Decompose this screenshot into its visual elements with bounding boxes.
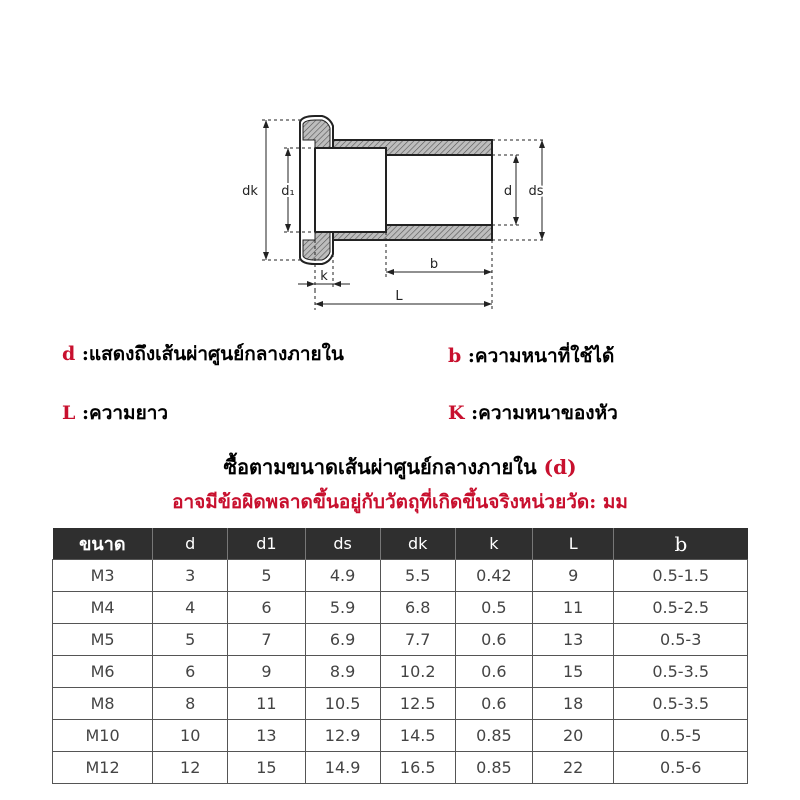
column-header-size: ขนาด <box>53 528 153 560</box>
table-cell-ds: 4.9 <box>305 560 380 592</box>
dim-label-L: L <box>395 289 403 304</box>
table-cell-ds: 14.9 <box>305 752 380 784</box>
table-cell-k: 0.6 <box>455 656 532 688</box>
table-cell-size: M4 <box>53 592 153 624</box>
legend-b-text: :ความหนาที่ใช้ได้ <box>467 345 615 367</box>
column-header-d1: d1 <box>228 528 305 560</box>
table-cell-d1: 15 <box>228 752 305 784</box>
table-cell-d: 4 <box>153 592 228 624</box>
legend-K-symbol: K <box>448 402 465 424</box>
table-cell-b: 0.5-3 <box>614 624 748 656</box>
dim-label-d1: d₁ <box>281 184 295 199</box>
table-cell-L: 15 <box>532 656 613 688</box>
legend-d-symbol: d <box>62 343 76 365</box>
table-cell-d: 12 <box>153 752 228 784</box>
table-cell-L: 22 <box>532 752 613 784</box>
table-cell-dk: 6.8 <box>380 592 455 624</box>
table-cell-ds: 6.9 <box>305 624 380 656</box>
legend-b <box>448 341 614 371</box>
table-cell-size: M3 <box>53 560 153 592</box>
part-body <box>300 116 492 264</box>
table-cell-L: 11 <box>532 592 613 624</box>
table-cell-dk: 10.2 <box>380 656 455 688</box>
table-cell-dk: 12.5 <box>380 688 455 720</box>
table-cell-b: 0.5-3.5 <box>614 688 748 720</box>
column-header-b: b <box>614 528 748 560</box>
table-cell-dk: 5.5 <box>380 560 455 592</box>
table-body <box>53 560 748 784</box>
table-cell-k: 0.6 <box>455 688 532 720</box>
dim-label-d: d <box>503 184 513 199</box>
column-header-dk: dk <box>380 528 455 560</box>
legend-L-symbol: L <box>62 402 76 424</box>
dim-label-dk: dk <box>242 184 258 199</box>
table-row <box>53 560 748 592</box>
table-cell-ds: 5.9 <box>305 592 380 624</box>
size-table <box>52 528 748 784</box>
dim-label-k: k <box>320 269 328 284</box>
legend-L-text: :ความยาว <box>81 402 169 424</box>
table-cell-d: 8 <box>153 688 228 720</box>
tolerance-note: อาจมีข้อผิดพลาดขึ้นอยู่กับวัตถุที่เกิดขึ้นจริงหน่วยวัด: มม <box>172 491 628 513</box>
table-cell-d1: 7 <box>228 624 305 656</box>
table-cell-b: 0.5-5 <box>614 720 748 752</box>
dim-label-b: b <box>429 257 439 272</box>
table-cell-dk: 14.5 <box>380 720 455 752</box>
table-cell-d1: 9 <box>228 656 305 688</box>
legend-K <box>448 398 618 428</box>
table-cell-ds: 10.5 <box>305 688 380 720</box>
dim-label-ds: ds <box>528 184 544 199</box>
table-cell-d1: 13 <box>228 720 305 752</box>
purchase-heading <box>0 451 800 483</box>
table-cell-b: 0.5-2.5 <box>614 592 748 624</box>
table-cell-k: 0.85 <box>455 720 532 752</box>
table-cell-d1: 6 <box>228 592 305 624</box>
column-header-k: k <box>455 528 532 560</box>
table-cell-k: 0.6 <box>455 624 532 656</box>
table-cell-b: 0.5-6 <box>614 752 748 784</box>
table-row <box>53 752 748 784</box>
table-cell-b: 0.5-3.5 <box>614 656 748 688</box>
table-cell-L: 13 <box>532 624 613 656</box>
table-cell-size: M6 <box>53 656 153 688</box>
purchase-heading-symbol: (d) <box>543 455 577 479</box>
table-cell-L: 20 <box>532 720 613 752</box>
rivet-nut-technical-drawing <box>0 0 800 320</box>
table-cell-size: M12 <box>53 752 153 784</box>
purchase-heading-text: ซื้อตามขนาดเส้นผ่าศูนย์กลางภายใน <box>223 455 537 479</box>
table-cell-L: 9 <box>532 560 613 592</box>
table-cell-d: 3 <box>153 560 228 592</box>
legend-L <box>62 398 168 428</box>
table-cell-d: 10 <box>153 720 228 752</box>
table-cell-d: 5 <box>153 624 228 656</box>
table-cell-b: 0.5-1.5 <box>614 560 748 592</box>
table-row <box>53 592 748 624</box>
table-cell-k: 0.85 <box>455 752 532 784</box>
table-cell-d: 6 <box>153 656 228 688</box>
table-cell-ds: 8.9 <box>305 656 380 688</box>
column-header-ds: ds <box>305 528 380 560</box>
table-row <box>53 656 748 688</box>
table-cell-k: 0.5 <box>455 592 532 624</box>
table-row <box>53 624 748 656</box>
table-cell-dk: 16.5 <box>380 752 455 784</box>
legend-d <box>62 339 344 369</box>
legend-K-text: :ความหนาของหัว <box>471 402 618 424</box>
legend-d-text: :แสดงถึงเส้นผ่าศูนย์กลางภายใน <box>81 343 344 365</box>
table-header-row <box>53 528 748 560</box>
table-cell-d1: 5 <box>228 560 305 592</box>
table-cell-size: M8 <box>53 688 153 720</box>
table-cell-ds: 12.9 <box>305 720 380 752</box>
table-cell-k: 0.42 <box>455 560 532 592</box>
table-cell-dk: 7.7 <box>380 624 455 656</box>
table-row <box>53 720 748 752</box>
table-cell-d1: 11 <box>228 688 305 720</box>
legend-b-symbol: b <box>448 345 462 367</box>
table-row <box>53 688 748 720</box>
column-header-d: d <box>153 528 228 560</box>
table-cell-size: M5 <box>53 624 153 656</box>
table-cell-L: 18 <box>532 688 613 720</box>
table-cell-size: M10 <box>53 720 153 752</box>
column-header-L: L <box>532 528 613 560</box>
